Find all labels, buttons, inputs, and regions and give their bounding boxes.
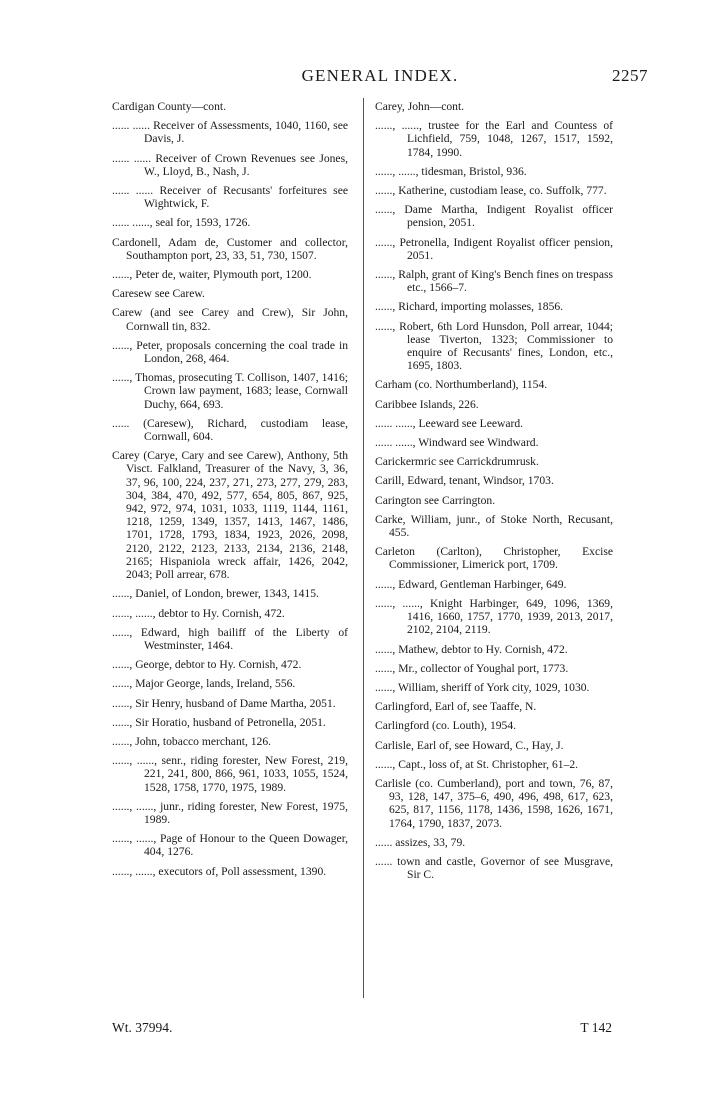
index-entry: ......, ......, Knight Harbinger, 649, 1096, 1369, 1416, 1660, 1757, 1770, 1939, 2013, 2017, 2102, 2104, 2119.	[375, 596, 613, 637]
index-entry: ...... (Caresew), Richard, custodiam lease, Cornwall, 604.	[112, 416, 348, 444]
footer-signature: T 142	[580, 1020, 612, 1035]
index-entry: Caresew see Carew.	[112, 287, 205, 301]
index-entry: Carickermric see Carrickdrumrusk.	[375, 455, 539, 469]
page-title: GENERAL INDEX.	[301, 66, 459, 85]
index-entry: ...... ...... Receiver of Recusants' forfeitures see Wightwick, F.	[112, 184, 348, 211]
index-entry: ......, Robert, 6th Lord Hunsdon, Poll arrear, 1044; lease Tiverton, 1323; Commissioner to enquire of Recusants' fines, London, etc., 1695, 1803.	[375, 319, 613, 373]
index-entry: ......, Major George, lands, Ireland, 556.	[112, 677, 296, 691]
index-entry: Carington see Carrington.	[375, 493, 496, 507]
index-entry: ......, Mr., collector of Youghal port, 1773.	[375, 661, 569, 675]
index-entry: ......, Dame Martha, Indigent Royalist officer pension, 2051.	[375, 203, 613, 230]
index-entry: ......, Peter, proposals concerning the coal trade in London, 268, 464.	[112, 338, 348, 366]
footer	[112, 1020, 612, 1036]
index-entry: ......, Peter de, waiter, Plymouth port, 1200.	[112, 268, 312, 282]
index-entry: Carlingford (co. Louth), 1954.	[375, 719, 517, 733]
right-column	[375, 100, 613, 887]
left-column	[112, 100, 348, 884]
index-entry: ......, ......, Page of Honour to the Queen Dowager, 404, 1276.	[112, 832, 348, 859]
index-entry: ......, William, sheriff of York city, 1029, 1030.	[375, 680, 590, 694]
index-entry: ......, Petronella, Indigent Royalist officer pension, 2051.	[375, 235, 613, 262]
index-entry: ......, Sir Henry, husband of Dame Martha, 2051.	[112, 696, 336, 710]
index-entry: ...... ......, Leeward see Leeward.	[375, 416, 524, 430]
index-entry: Carey (Carye, Cary and see Carew), Anthony, 5th Visct. Falkland, Treasurer of the Navy, 3, 36, 37, 96, 100, 224, 237, 271, 273, 277, 279, 283, 304, 384, 470, 492, 577, 654, 805, 867, 925, 942, 972, 974, 1031, 1033, 1119, 1144, 1161, 1218, 1259, 1349, 1357, 1413, 1467, 1486, 1701, 1728, 1793, 1834, 1923, 2026, 2098, 2120, 2122, 2123, 2133, 2134, 2136, 2148, 2165; Hispaniola wreck affair, 1426, 2042, 2043; Poll arrear, 678.	[112, 449, 348, 582]
index-entry: Carew (and see Carey and Crew), Sir John, Cornwall tin, 832.	[112, 306, 348, 333]
index-entry: ......, Sir Horatio, husband of Petronella, 2051.	[112, 715, 326, 729]
index-entry: Cardonell, Adam de, Customer and collector, Southampton port, 23, 33, 51, 730, 1507.	[112, 235, 348, 262]
index-entry: ...... assizes, 33, 79.	[375, 835, 466, 849]
index-entry: ......, Edward, Gentleman Harbinger, 649.	[375, 577, 567, 591]
index-entry: ......, Thomas, prosecuting T. Collison, 1407, 1416; Crown law payment, 1683; lease, Cornwall Duchy, 664, 693.	[112, 371, 348, 411]
running-head	[112, 66, 648, 88]
index-entry: ......, Capt., loss of, at St. Christopher, 61–2.	[375, 757, 579, 771]
index-entry: Carleton (Carlton), Christopher, Excise Commissioner, Limerick port, 1709.	[375, 545, 613, 572]
index-entry: ......, Katherine, custodiam lease, co. Suffolk, 777.	[375, 184, 607, 198]
index-entry: ...... ......, seal for, 1593, 1726.	[112, 216, 251, 230]
index-entry: ...... ......, Windward see Windward.	[375, 436, 539, 450]
index-entry: ......, Ralph, grant of King's Bench fines on trespass etc., 1566–7.	[375, 268, 613, 295]
index-entry: ......, ......, debtor to Hy. Cornish, 472.	[112, 606, 285, 620]
index-entry: ......, Mathew, debtor to Hy. Cornish, 472.	[375, 642, 568, 656]
index-entry: ...... ...... Receiver of Assessments, 1040, 1160, see Davis, J.	[112, 119, 348, 146]
index-entry: Carill, Edward, tenant, Windsor, 1703.	[375, 474, 554, 488]
column-divider	[363, 98, 364, 998]
index-entry: ...... ...... Receiver of Crown Revenues see Jones, W., Lloyd, B., Nash, J.	[112, 151, 348, 178]
index-entry: ...... town and castle, Governor of see Musgrave, Sir C.	[375, 854, 613, 882]
index-entry: Carlisle, Earl of, see Howard, C., Hay, J.	[375, 738, 564, 752]
index-entry: ......, ......, senr., riding forester, New Forest, 219, 221, 241, 800, 866, 961, 1033, 1055, 1524, 1528, 1758, 1770, 1975, 1989.	[112, 754, 348, 794]
index-entry: ......, Daniel, of London, brewer, 1343, 1415.	[112, 587, 319, 601]
index-entry: Carham (co. Northumberland), 1154.	[375, 378, 548, 392]
index-entry: Carke, William, junr., of Stoke North, Recusant, 455.	[375, 512, 613, 540]
page-number: 2257	[612, 66, 648, 85]
index-entry: ......, Edward, high bailiff of the Liberty of Westminster, 1464.	[112, 625, 348, 652]
index-entry: ......, John, tobacco merchant, 126.	[112, 734, 272, 748]
index-entry: Carlisle (co. Cumberland), port and town, 76, 87, 93, 128, 147, 375–6, 490, 496, 498, 617, 623, 625, 817, 1156, 1178, 1436, 1598, 1626, 1671, 1764, 1790, 1837, 2073.	[375, 776, 613, 830]
index-entry: Caribbee Islands, 226.	[375, 397, 479, 411]
index-entry: ......, ......, junr., riding forester, New Forest, 1975, 1989.	[112, 799, 348, 826]
index-entry: ......, ......, trustee for the Earl and Countess of Lichfield, 759, 1048, 1267, 1517, 1592, 1784, 1990.	[375, 119, 613, 159]
index-entry: ......, ......, tidesman, Bristol, 936.	[375, 164, 527, 178]
index-entry: Carey, John—cont.	[375, 100, 465, 113]
footer-print-code: Wt. 37994.	[112, 1020, 173, 1035]
index-entry: Carlingford, Earl of, see Taaffe, N.	[375, 700, 537, 714]
index-entry: ......, George, debtor to Hy. Cornish, 472.	[112, 658, 302, 672]
index-entry: ......, ......, executors of, Poll assessment, 1390.	[112, 864, 327, 878]
index-entry: ......, Richard, importing molasses, 1856.	[375, 300, 564, 314]
index-entry: Cardigan County—cont.	[112, 100, 226, 113]
